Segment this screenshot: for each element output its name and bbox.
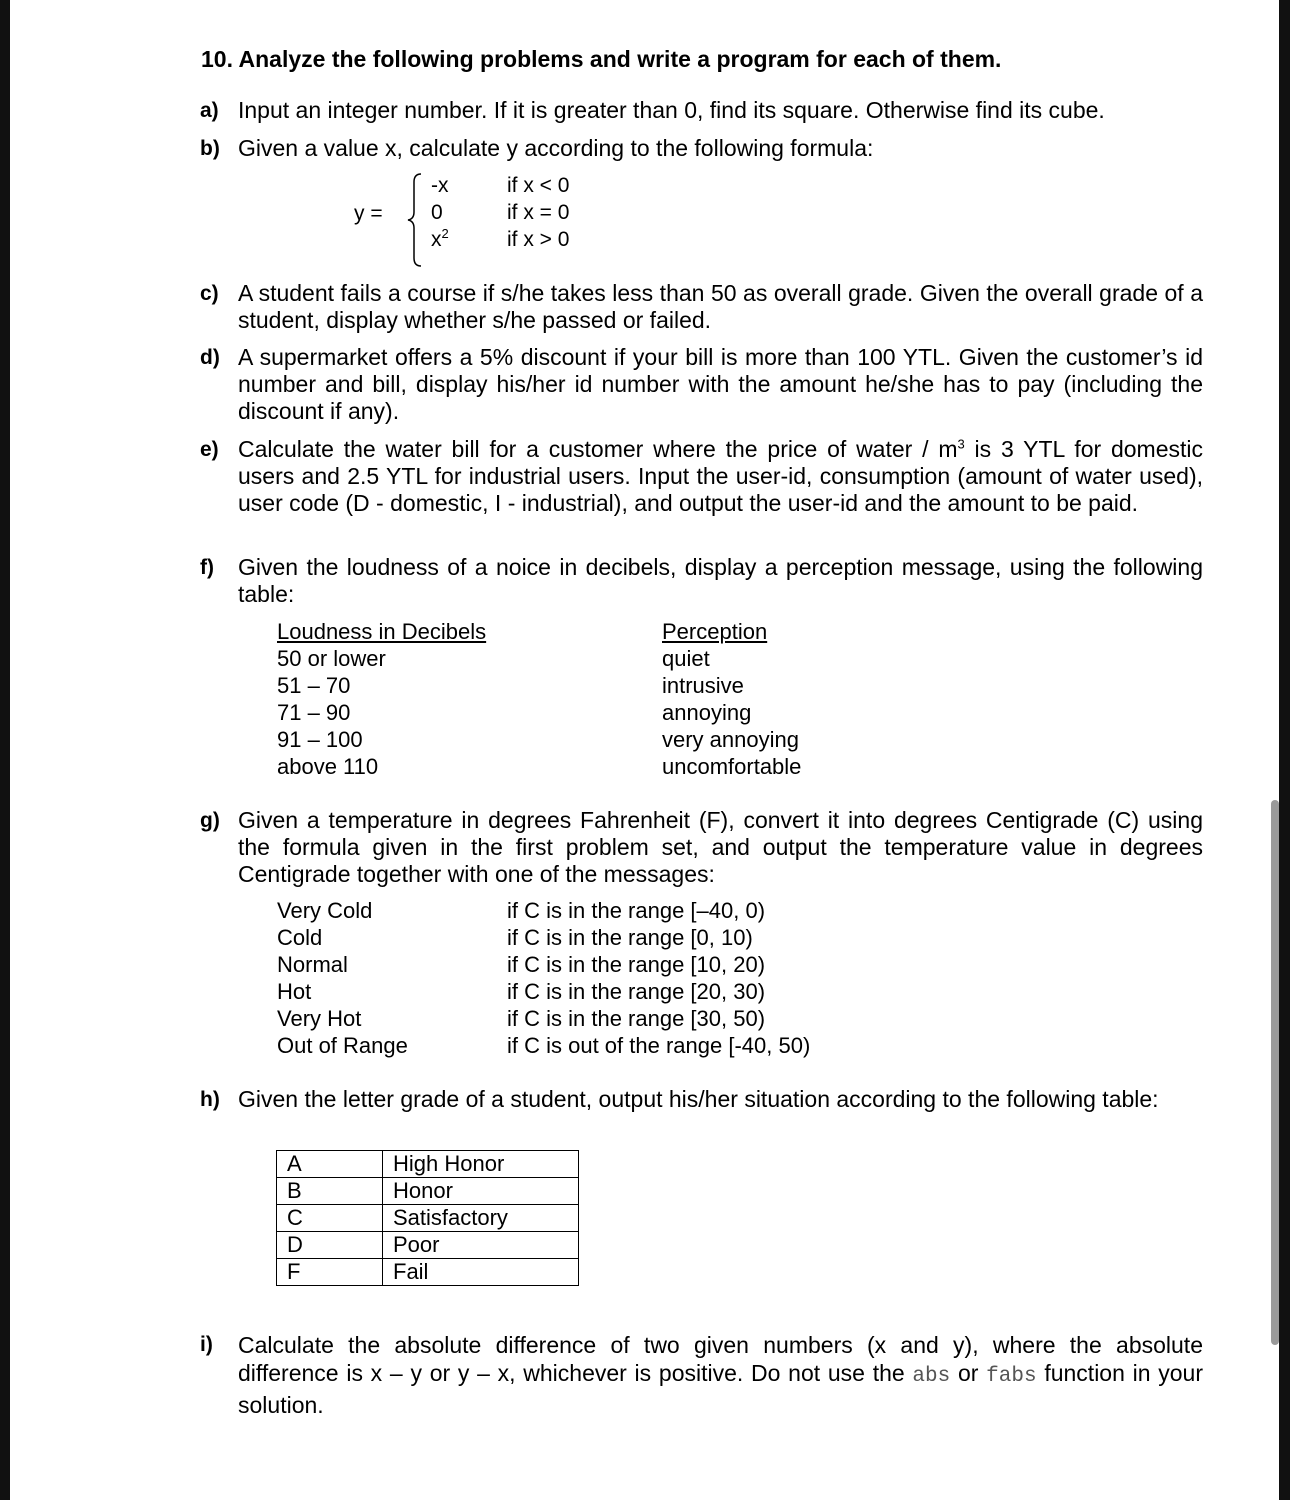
situation-cell: Satisfactory xyxy=(383,1205,579,1232)
label-i: i) xyxy=(200,1333,213,1356)
table-row xyxy=(277,1205,579,1232)
temp-message: Out of Range xyxy=(277,1033,408,1058)
temp-condition: if C is in the range [20, 30) xyxy=(507,979,766,1004)
grade-cell: B xyxy=(277,1178,383,1205)
problem-h-text: Given the letter grade of a student, output his/her situation according to the following table: xyxy=(238,1086,1159,1112)
scrollbar-thumb[interactable] xyxy=(1271,800,1279,1345)
problem-c-text: A student fails a course if s/he takes less than 50 as overall grade. Given the overall grade of a student, display whether s/he passed or failed. xyxy=(238,280,1203,333)
left-brace-icon xyxy=(404,172,424,268)
grade-cell: D xyxy=(277,1232,383,1259)
loudness-range: above 110 xyxy=(277,754,379,779)
label-c: c) xyxy=(200,282,219,305)
label-h: h) xyxy=(200,1088,220,1111)
label-e: e) xyxy=(200,438,219,461)
loudness-range: 71 – 90 xyxy=(277,700,351,725)
temp-message: Cold xyxy=(277,925,323,950)
temp-condition: if C is in the range [0, 10) xyxy=(507,925,753,950)
document-page xyxy=(10,0,1279,1500)
label-g: g) xyxy=(200,809,220,832)
formula-lhs: y = xyxy=(354,202,383,225)
label-a: a) xyxy=(200,99,219,122)
loudness-range: 50 or lower xyxy=(277,646,386,671)
perception-value: very annoying xyxy=(662,727,799,752)
temp-message: Normal xyxy=(277,952,348,977)
perception-value: quiet xyxy=(662,646,710,671)
case-cond-pos: if x > 0 xyxy=(507,228,570,251)
problem-e-text: Calculate the water bill for a customer where the price of water / $m^3$ is 3 YTL for domestic users and 2.5 YTL for industrial users. Input the user-id, consumption (amount of water used), user code (D - domestic, I - industrial), and output the user-id and the amount to be paid. xyxy=(238,436,1204,516)
loudness-range: 91 – 100 xyxy=(277,727,363,752)
grade-cell: A xyxy=(277,1151,383,1178)
temp-message: Hot xyxy=(277,979,312,1004)
problem-d-text: A supermarket offers a 5% discount if your bill is more than 100 YTL. Given the customer’s id number and bill, display his/her id number with the amount he/she has to pay (including the discount if any). xyxy=(238,344,1203,424)
loudness-range: 51 – 70 xyxy=(277,673,351,698)
problem-f-text: Given the loudness of a noice in decibels, display a perception message, using the following table: xyxy=(238,554,1203,607)
perception-header: Perception xyxy=(662,619,768,644)
section-heading: 10. Analyze the following problems and write a program for each of them. xyxy=(201,46,1002,72)
problem-b-text: Given a value x, calculate y according to the following formula: xyxy=(238,135,874,161)
temp-condition: if C is in the range [30, 50) xyxy=(507,1006,766,1031)
problem-g-text: Given a temperature in degrees Fahrenheit (F), convert it into degrees Centigrade (C) using the formula given in the first problem set, and output the temperature value in degrees Centigrade together with one of the messages: xyxy=(238,807,1203,887)
table-row xyxy=(277,1259,579,1286)
table-row xyxy=(277,1178,579,1205)
temp-condition: if C is in the range [10, 20) xyxy=(507,952,766,977)
grade-cell: C xyxy=(277,1205,383,1232)
case-value-zero: 0 xyxy=(431,201,443,224)
temp-condition: if C is in the range [–40, 0) xyxy=(507,898,766,923)
loudness-header: Loudness in Decibels xyxy=(277,619,487,644)
grade-table xyxy=(276,1150,579,1286)
problem-a-text: Input an integer number. If it is greater than 0, find its square. Otherwise find its cube. xyxy=(238,97,1105,123)
case-value-square: $x^2$ xyxy=(431,226,449,251)
situation-cell: High Honor xyxy=(383,1151,579,1178)
case-cond-neg: if x < 0 xyxy=(507,174,570,197)
perception-value: intrusive xyxy=(662,673,744,698)
situation-cell: Poor xyxy=(383,1232,579,1259)
temp-condition: if C is out of the range [-40, 50) xyxy=(507,1033,811,1058)
label-d: d) xyxy=(200,346,220,369)
problem-i-text: Calculate the absolute difference of two given numbers (x and y), where the absolute difference is x – y or y – x, whichever is positive. Do not use the abs or fabs function in your solution. xyxy=(238,1332,1204,1418)
situation-cell: Honor xyxy=(383,1178,579,1205)
temp-message: Very Cold xyxy=(277,898,373,923)
table-row xyxy=(277,1232,579,1259)
grade-cell: F xyxy=(277,1259,383,1286)
perception-value: uncomfortable xyxy=(662,754,802,779)
case-value-neg: -x xyxy=(431,174,449,197)
situation-cell: Fail xyxy=(383,1259,579,1286)
table-row xyxy=(277,1151,579,1178)
case-cond-zero: if x = 0 xyxy=(507,201,570,224)
code-abs: abs xyxy=(912,1365,951,1388)
perception-value: annoying xyxy=(662,700,752,725)
label-b: b) xyxy=(200,137,220,160)
code-fabs: fabs xyxy=(986,1365,1037,1388)
temp-message: Very Hot xyxy=(277,1006,362,1031)
label-f: f) xyxy=(200,556,214,579)
